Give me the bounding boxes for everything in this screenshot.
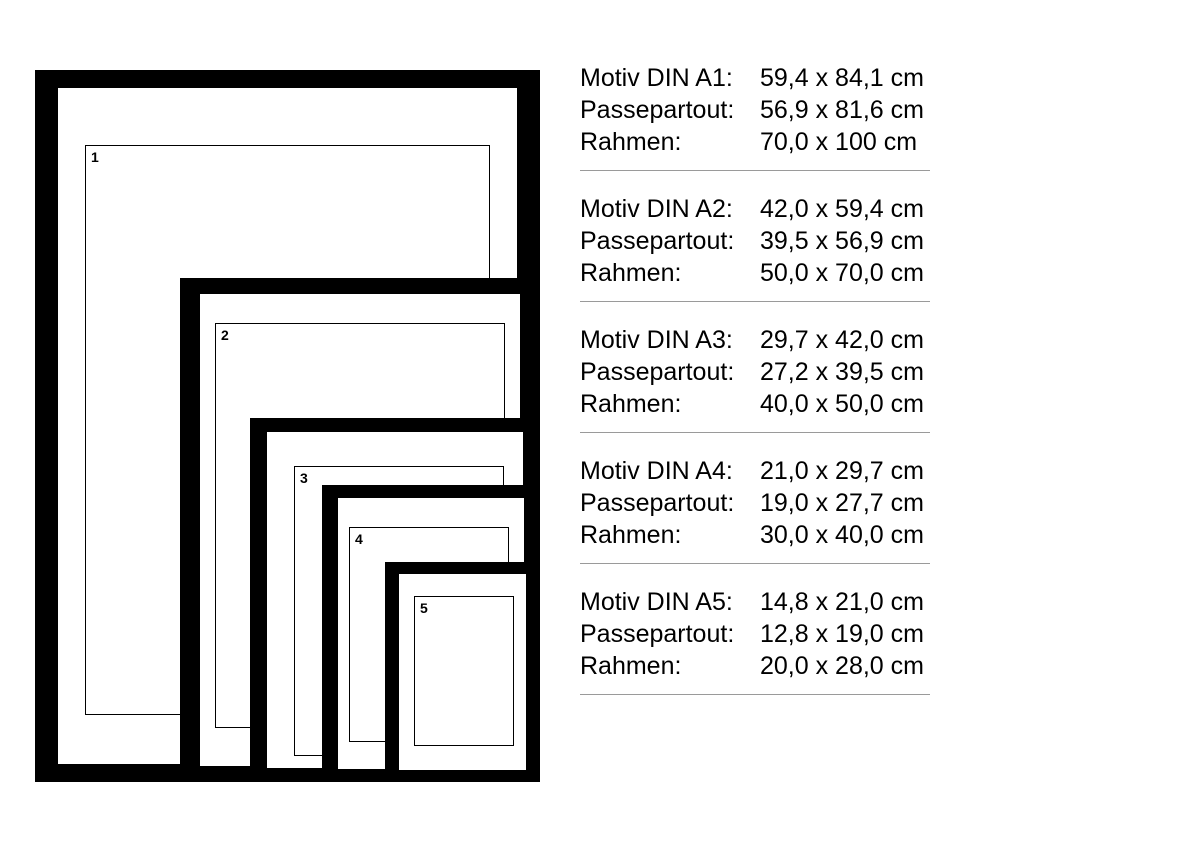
table-row [580,94,930,126]
row-label: Rahmen: [580,390,682,418]
row-value: 14,8 x 21,0 cm [760,588,924,616]
row-label: Passepartout: [580,358,735,386]
row-value: 56,9 x 81,6 cm [760,96,924,124]
size-table [580,62,930,695]
row-label: Passepartout: [580,620,735,648]
row-label: Passepartout: [580,96,735,124]
row-value: 19,0 x 27,7 cm [760,489,924,517]
row-label: Motiv DIN A2: [580,195,733,223]
table-row [580,487,930,519]
row-label: Motiv DIN A3: [580,326,733,354]
row-value: 70,0 x 100 cm [760,128,918,156]
row-value: 29,7 x 42,0 cm [760,326,924,354]
row-value: 27,2 x 39,5 cm [760,358,924,386]
table-row [580,225,930,257]
row-value: 30,0 x 40,0 cm [760,521,924,549]
size-group-a2 [580,193,930,302]
row-label: Rahmen: [580,128,682,156]
row-value: 50,0 x 70,0 cm [760,259,924,287]
table-row [580,388,930,420]
row-label: Passepartout: [580,227,735,255]
row-label: Motiv DIN A5: [580,588,733,616]
size-group-a1 [580,62,930,171]
table-row [580,455,930,487]
frame-a3-number: 3 [300,470,308,486]
row-value: 42,0 x 59,4 cm [760,195,924,223]
row-label: Rahmen: [580,259,682,287]
table-row [580,324,930,356]
row-value: 40,0 x 50,0 cm [760,390,924,418]
row-label: Motiv DIN A4: [580,457,733,485]
table-row [580,126,930,158]
table-row [580,618,930,650]
row-label: Rahmen: [580,521,682,549]
table-row [580,257,930,289]
row-value: 12,8 x 19,0 cm [760,620,924,648]
row-value: 39,5 x 56,9 cm [760,227,924,255]
row-label: Rahmen: [580,652,682,680]
row-value: 59,4 x 84,1 cm [760,64,924,92]
size-group-a4 [580,455,930,564]
size-group-a5 [580,586,930,695]
row-value: 20,0 x 28,0 cm [760,652,924,680]
frame-a1-number: 1 [91,149,99,165]
table-row [580,650,930,682]
row-label: Motiv DIN A1: [580,64,733,92]
row-value: 21,0 x 29,7 cm [760,457,924,485]
table-row [580,62,930,94]
table-row [580,356,930,388]
row-label: Passepartout: [580,489,735,517]
frame-a5-number: 5 [420,600,428,616]
frame-a5 [385,562,540,782]
frame-a5-motiv [414,596,514,746]
table-row [580,519,930,551]
frame-size-diagram [0,0,560,842]
size-group-a3 [580,324,930,433]
table-row [580,193,930,225]
table-row [580,586,930,618]
frame-a4-number: 4 [355,531,363,547]
frame-a2-number: 2 [221,327,229,343]
